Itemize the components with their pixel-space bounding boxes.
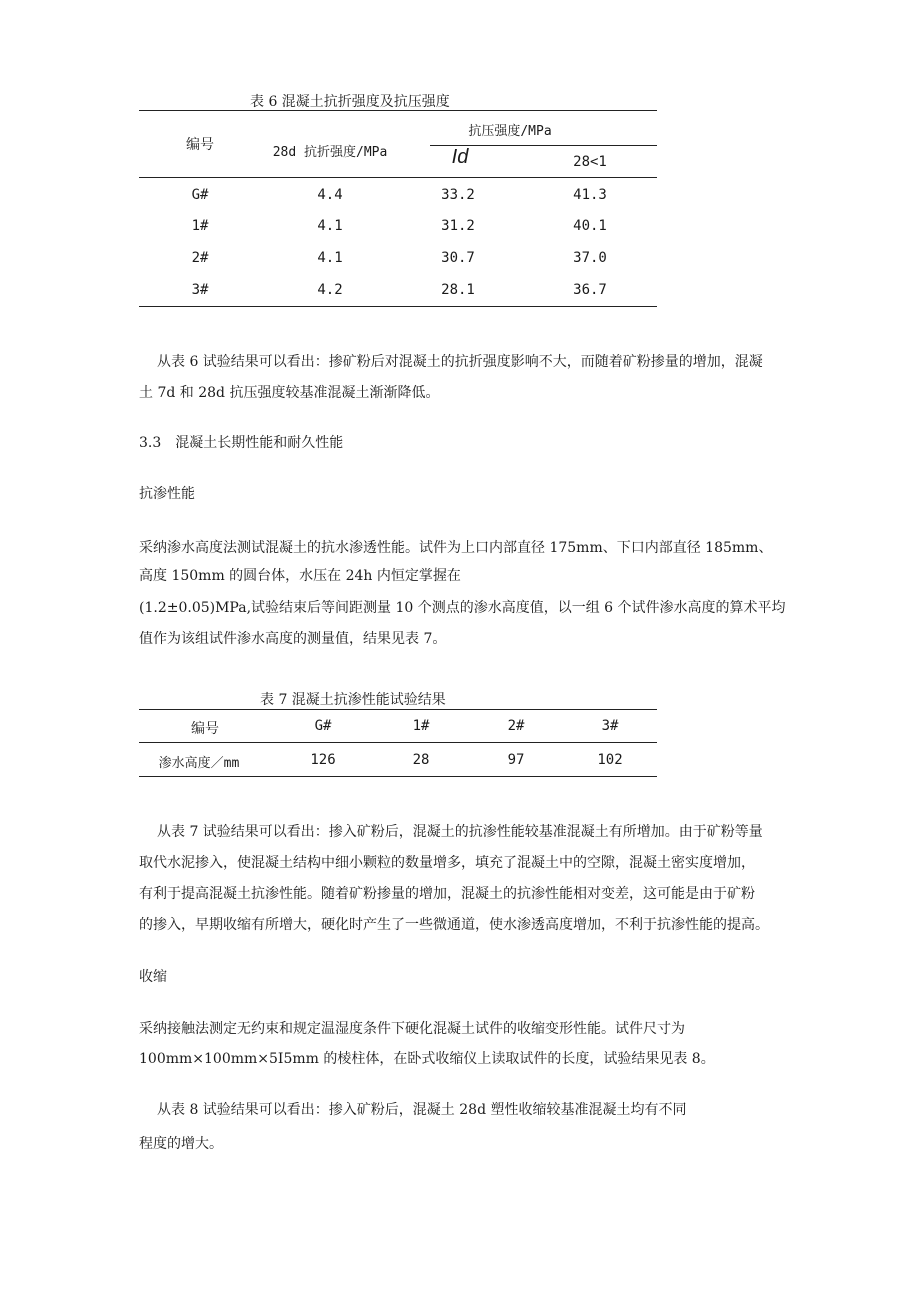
table6-header-flexural: 28d 抗折强度/MPa: [272, 145, 388, 160]
subheading-impermeability: 抗渗性能: [139, 486, 195, 502]
row-id: 2#: [191, 250, 209, 266]
table7-header-1: 1#: [412, 718, 430, 734]
subheading-shrinkage: 收缩: [139, 969, 167, 985]
para2-line4: 值作为该组试件渗水高度的测量值，结果见表 7。: [139, 631, 447, 647]
row-c28: 41.3: [573, 187, 607, 203]
table7-caption: 表 7 混凝土抗渗性能试验结果: [260, 692, 446, 708]
section-heading: 3.3 混凝土长期性能和耐久性能: [139, 435, 344, 451]
para3-line2: 取代水泥掺入，使混凝土结构中细小颗粒的数量增多，填充了混凝土中的空隙，混凝土密实度增加，: [139, 855, 755, 871]
table7-header-2: 2#: [507, 718, 525, 734]
row-c7: 30.7: [441, 250, 475, 266]
row-2: 97: [507, 752, 525, 768]
para3-line3: 有利于提高混凝土抗渗性能。随着矿粉掺量的增加，混凝土的抗渗性能相对变差，这可能是由于矿粉: [139, 886, 755, 902]
table6-header-compressive: 抗压强度/MPa: [468, 124, 552, 139]
row-1: 28: [412, 752, 430, 768]
table7-top-rule: [139, 709, 657, 710]
para2-line2: 高度 150mm 的圆台体，水压在 24h 内恒定掌握在: [139, 568, 461, 584]
table6-header-number: 编号: [186, 137, 214, 153]
para3-line4: 的掺入，早期收缩有所增大，硬化时产生了一些微通道，使水渗透高度增加，不利于抗渗性能的提高。: [139, 917, 769, 933]
table7-header-rule: [139, 742, 657, 743]
table7-bottom-rule: [139, 776, 657, 777]
table6-top-rule: [139, 110, 657, 111]
row-c7: 31.2: [441, 218, 475, 234]
row-c28: 40.1: [573, 218, 607, 234]
row-id: 3#: [191, 282, 209, 298]
table7-header-g: G#: [314, 718, 332, 734]
row-3: 102: [597, 752, 623, 768]
para1-line2: 土 7d 和 28d 抗压强度较基准混凝土渐渐降低。: [139, 385, 440, 401]
table7-header-number: 编号: [191, 721, 219, 737]
row-c7: 28.1: [441, 282, 475, 298]
table7-header-3: 3#: [601, 718, 619, 734]
row-flex: 4.1: [317, 250, 343, 266]
row-id: 1#: [191, 218, 209, 234]
row-c28: 37.0: [573, 250, 607, 266]
table6-header-rule: [139, 177, 657, 178]
para1-line1: 从表 6 试验结果可以看出：掺矿粉后对混凝土的抗折强度影响不大，而随着矿粉掺量的增加，混凝: [157, 354, 763, 370]
row-g: 126: [310, 752, 336, 768]
row-c28: 36.7: [573, 282, 607, 298]
para3-line1: 从表 7 试验结果可以看出：掺入矿粉后，混凝土的抗渗性能较基准混凝土有所增加。由于矿粉等量: [157, 824, 763, 840]
para2-line3: (1.2±0.05)MPa,试验结束后等间距测量 10 个测点的渗水高度值，以一组 6 个试件渗水高度的算术平均: [139, 600, 786, 616]
row-flex: 4.2: [317, 282, 343, 298]
table6-header-7d: Id: [451, 146, 469, 168]
para5-line1: 从表 8 试验结果可以看出：掺入矿粉后，混凝土 28d 塑性收缩较基准混凝土均有不同: [157, 1102, 687, 1118]
para4-line2: 100mm×100mm×5I5mm 的棱柱体，在卧式收缩仪上读取试件的长度，试验结果见表 8。: [139, 1051, 715, 1067]
row-flex: 4.1: [317, 218, 343, 234]
table6-header-28d: 28<1: [573, 154, 607, 170]
row-id: G#: [191, 187, 209, 203]
row-flex: 4.4: [317, 187, 343, 203]
para5-line2: 程度的增大。: [139, 1136, 223, 1152]
row-label: 渗水高度／mm: [158, 756, 240, 771]
table6-caption: 表 6 混凝土抗折强度及抗压强度: [250, 94, 450, 110]
table6-bottom-rule: [139, 306, 657, 307]
para4-line1: 采纳接触法测定无约束和规定温湿度条件下硬化混凝土试件的收缩变形性能。试件尺寸为: [139, 1021, 685, 1037]
row-c7: 33.2: [441, 187, 475, 203]
para2-line1: 采纳渗水高度法测试混凝土的抗水渗透性能。试件为上口内部直径 175mm、下口内部直径 185mm、: [139, 540, 773, 556]
